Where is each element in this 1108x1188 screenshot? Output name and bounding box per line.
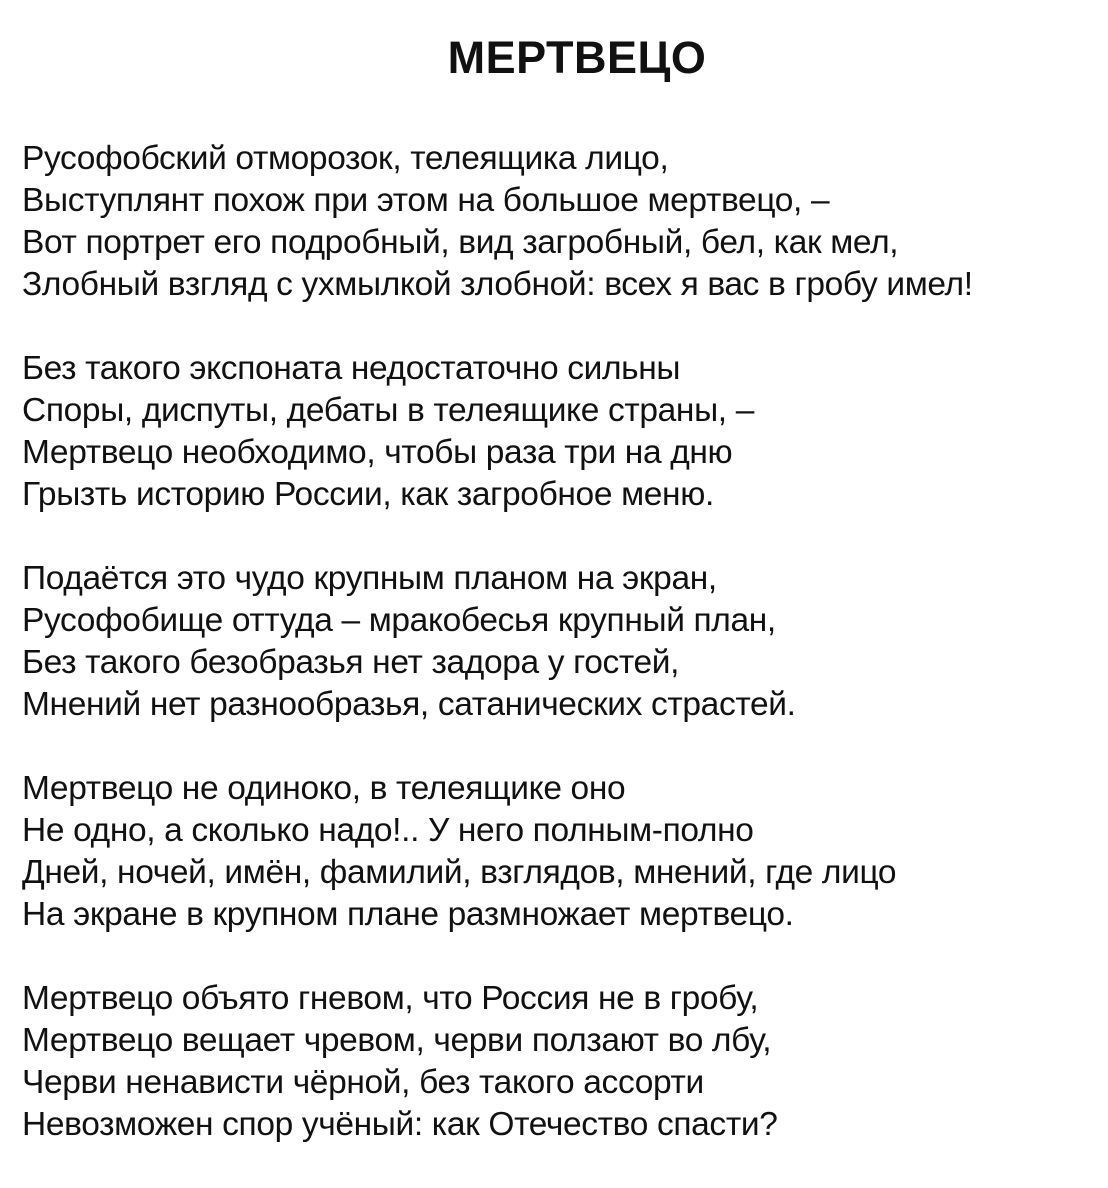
poem-line: Без такого экспоната недостаточно сильны xyxy=(22,350,681,387)
poem-body xyxy=(22,138,1102,1188)
stanza-4 xyxy=(22,768,1102,936)
poem-line: Споры, диспуты, дебаты в телеящике страны, – xyxy=(22,392,755,429)
stanza-1 xyxy=(22,138,1102,306)
poem-line: На экране в крупном плане размножает мертвецо. xyxy=(22,896,794,933)
poem-line: Мнений нет разнообразья, сатанических страстей. xyxy=(22,686,796,723)
poem-line: Мертвецо не одиноко, в телеящике оно xyxy=(22,770,626,807)
poem-line: Русофобище оттуда – мракобесья крупный план, xyxy=(22,602,776,639)
poem-line: Мертвецо объято гневом, что Россия не в гробу, xyxy=(22,980,759,1017)
poem-line: Дней, ночей, имён, фамилий, взглядов, мнений, где лицо xyxy=(22,854,897,891)
poem-line: Выступлянт похож при этом на большое мертвецо, – xyxy=(22,182,830,219)
poem-title: МЕРТВЕЦО xyxy=(447,32,707,83)
poem-line: Мертвецо необходимо, чтобы раза три на дню xyxy=(22,434,733,471)
poem-line: Мертвецо вещает чревом, черви ползают во лбу, xyxy=(22,1022,772,1059)
poem-line: Невозможен спор учёный: как Отечество спасти? xyxy=(22,1106,778,1143)
poem-line: Русофобский отморозок, телеящика лицо, xyxy=(22,140,669,177)
stanza-2 xyxy=(22,348,1102,516)
poem-line: Злобный взгляд с ухмылкой злобной: всех я вас в гробу имел! xyxy=(22,266,973,303)
poem-line: Вот портрет его подробный, вид загробный, бел, как мел, xyxy=(22,224,899,261)
poem-line: Без такого безобразья нет задора у гостей, xyxy=(22,644,680,681)
poem-line: Подаётся это чудо крупным планом на экран, xyxy=(22,560,717,597)
poem-line: Не одно, а сколько надо!.. У него полным-полно xyxy=(22,812,754,849)
poem-line: Черви ненависти чёрной, без такого ассорти xyxy=(22,1064,704,1101)
stanza-3 xyxy=(22,558,1102,726)
poem-line: Грызть историю России, как загробное меню. xyxy=(22,476,714,513)
stanza-5 xyxy=(22,978,1102,1146)
